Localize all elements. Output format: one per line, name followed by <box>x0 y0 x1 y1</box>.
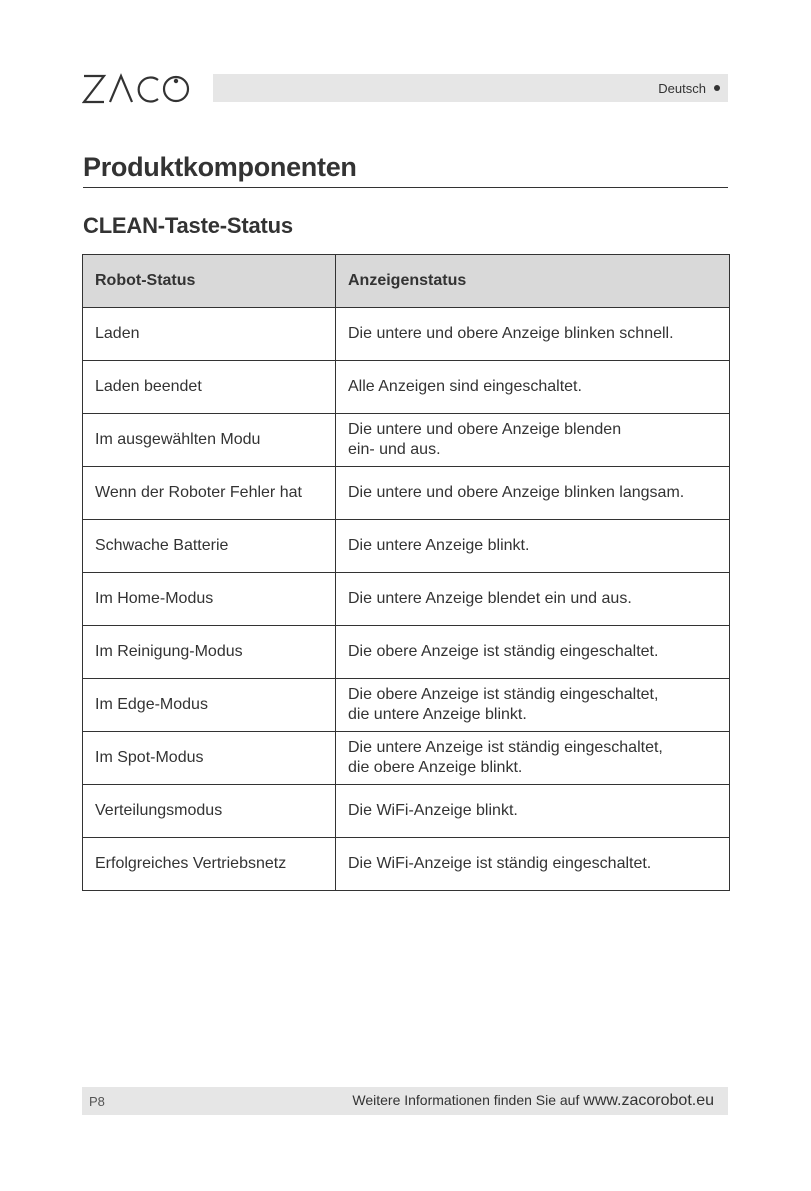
indicator-status-cell: Die untere Anzeige blinkt. <box>336 520 730 573</box>
table-row <box>83 308 730 361</box>
table-row <box>83 679 730 732</box>
robot-status-cell: Im ausgewählten Modu <box>83 414 336 467</box>
robot-status-cell: Im Edge-Modus <box>83 679 336 732</box>
robot-status-cell: Schwache Batterie <box>83 520 336 573</box>
indicator-status-cell: Die WiFi-Anzeige blinkt. <box>336 785 730 838</box>
indicator-status-cell: Alle Anzeigen sind eingeschaltet. <box>336 361 730 414</box>
table-row <box>83 467 730 520</box>
footer-info-text: Weitere Informationen finden Sie auf <box>352 1092 584 1108</box>
table-row <box>83 573 730 626</box>
zaco-logo-mark <box>82 72 190 106</box>
clean-button-status-table <box>82 254 730 891</box>
robot-status-cell: Wenn der Roboter Fehler hat <box>83 467 336 520</box>
footer-info <box>352 1092 714 1110</box>
language-label: Deutsch <box>658 81 706 96</box>
robot-status-cell: Laden <box>83 308 336 361</box>
section-title: CLEAN-Taste-Status <box>83 213 293 238</box>
column-header-robot-status: Robot-Status <box>83 255 336 308</box>
indicator-status-cell: Die WiFi-Anzeige ist ständig eingeschaltet. <box>336 838 730 891</box>
indicator-status-cell: Die untere Anzeige ist ständig eingeschaltet, die obere Anzeige blinkt. <box>336 732 730 785</box>
robot-status-cell: Laden beendet <box>83 361 336 414</box>
website-link[interactable]: www.zacorobot.eu <box>583 1092 714 1109</box>
table-row <box>83 732 730 785</box>
robot-status-cell: Im Spot-Modus <box>83 732 336 785</box>
table-row <box>83 838 730 891</box>
indicator-status-cell: Die untere Anzeige blendet ein und aus. <box>336 573 730 626</box>
indicator-status-cell: Die untere und obere Anzeige blinken schnell. <box>336 308 730 361</box>
robot-status-cell: Im Reinigung-Modus <box>83 626 336 679</box>
robot-status-cell: Erfolgreiches Vertriebsnetz <box>83 838 336 891</box>
zaco-logo <box>82 72 190 106</box>
robot-status-cell: Verteilungsmodus <box>83 785 336 838</box>
bullet-icon <box>714 85 720 91</box>
column-header-indicator-status: Anzeigenstatus <box>336 255 730 308</box>
indicator-status-cell: Die obere Anzeige ist ständig eingeschaltet. <box>336 626 730 679</box>
table-header-row <box>83 255 730 308</box>
table-row <box>83 520 730 573</box>
table-row <box>83 414 730 467</box>
table-row <box>83 785 730 838</box>
page-title: Produktkomponenten <box>83 152 357 182</box>
indicator-status-cell: Die untere und obere Anzeige blinken langsam. <box>336 467 730 520</box>
robot-status-cell: Im Home-Modus <box>83 573 336 626</box>
indicator-status-cell: Die untere und obere Anzeige blenden ein- und aus. <box>336 414 730 467</box>
indicator-status-cell: Die obere Anzeige ist ständig eingeschaltet, die untere Anzeige blinkt. <box>336 679 730 732</box>
title-divider <box>83 187 728 188</box>
page-number: P8 <box>89 1094 105 1109</box>
header-bar <box>213 74 728 102</box>
table-row <box>83 626 730 679</box>
table-row <box>83 361 730 414</box>
footer-bar <box>82 1087 728 1115</box>
